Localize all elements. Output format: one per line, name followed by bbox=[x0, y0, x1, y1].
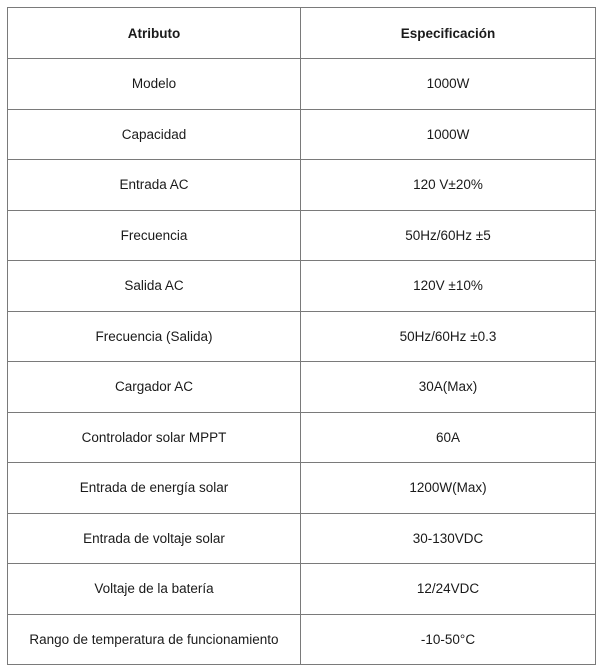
specification-cell: 1000W bbox=[301, 109, 596, 160]
table-row bbox=[8, 160, 596, 211]
specification-cell: 30-130VDC bbox=[301, 513, 596, 564]
specification-cell: 1200W(Max) bbox=[301, 463, 596, 514]
specification-cell: 12/24VDC bbox=[301, 564, 596, 615]
specification-cell: 120V ±10% bbox=[301, 261, 596, 312]
specification-cell: 60A bbox=[301, 412, 596, 463]
attribute-cell: Capacidad bbox=[8, 109, 301, 160]
table-row bbox=[8, 513, 596, 564]
table-row bbox=[8, 210, 596, 261]
specification-cell: 30A(Max) bbox=[301, 362, 596, 413]
table-row bbox=[8, 614, 596, 665]
attribute-cell: Entrada AC bbox=[8, 160, 301, 211]
attribute-cell: Entrada de energía solar bbox=[8, 463, 301, 514]
specification-cell: 50Hz/60Hz ±5 bbox=[301, 210, 596, 261]
attribute-cell: Salida AC bbox=[8, 261, 301, 312]
table-row bbox=[8, 564, 596, 615]
table-row bbox=[8, 59, 596, 110]
specification-cell: 50Hz/60Hz ±0.3 bbox=[301, 311, 596, 362]
attribute-cell: Voltaje de la batería bbox=[8, 564, 301, 615]
specification-table bbox=[7, 7, 596, 665]
attribute-cell: Controlador solar MPPT bbox=[8, 412, 301, 463]
table-row bbox=[8, 412, 596, 463]
header-specification: Especificación bbox=[301, 8, 596, 59]
specification-cell: 120 V±20% bbox=[301, 160, 596, 211]
attribute-cell: Modelo bbox=[8, 59, 301, 110]
specification-cell: 1000W bbox=[301, 59, 596, 110]
attribute-cell: Frecuencia bbox=[8, 210, 301, 261]
table-header-row bbox=[8, 8, 596, 59]
table-row bbox=[8, 362, 596, 413]
header-attribute: Atributo bbox=[8, 8, 301, 59]
attribute-cell: Frecuencia (Salida) bbox=[8, 311, 301, 362]
table-row bbox=[8, 463, 596, 514]
attribute-cell: Cargador AC bbox=[8, 362, 301, 413]
specification-cell: -10-50°C bbox=[301, 614, 596, 665]
table-row bbox=[8, 261, 596, 312]
table-row bbox=[8, 311, 596, 362]
table-row bbox=[8, 109, 596, 160]
attribute-cell: Rango de temperatura de funcionamiento bbox=[8, 614, 301, 665]
attribute-cell: Entrada de voltaje solar bbox=[8, 513, 301, 564]
